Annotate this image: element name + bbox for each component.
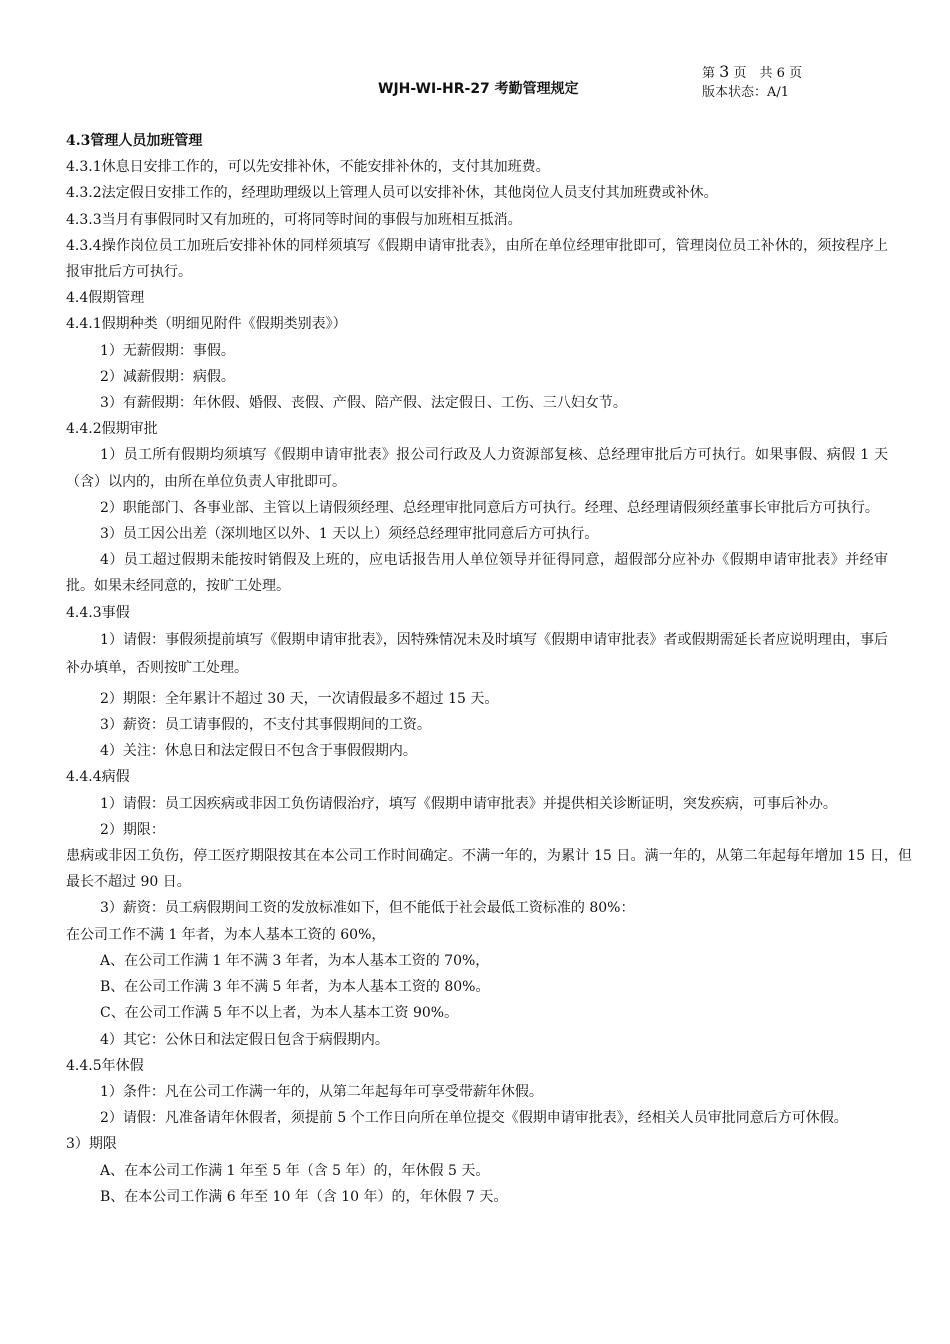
list-item: 2）职能部门、各事业部、主管以上请假须经理、总经理审批同意后方可执行。经理、总经理请假须经董事长审批后方可执行。: [100, 499, 879, 516]
list-item: 1）请假：员工因疾病或非因工负伤请假治疗，填写《假期申请审批表》并提供相关诊断证明，突发疾病，可事后补办。: [100, 795, 837, 812]
list-item: 2）请假：凡准备请年休假者，须提前 5 个工作日向所在单位提交《假期申请审批表》，经相关人员审批同意后方可休假。: [100, 1110, 848, 1127]
list-item: B、在本公司工作满 6 年至 10 年（含 10 年）的，年休假 7 天。: [100, 1188, 508, 1205]
subsection-heading: 4.4.4病假: [66, 769, 130, 786]
subsection-heading: 4.4.1假期种类（明细见附件《假期类别表》）: [66, 316, 347, 333]
list-item: A、在本公司工作满 1 年至 5 年（含 5 年）的，年休假 5 天。: [100, 1162, 490, 1179]
page-number: [702, 62, 802, 83]
section-heading: 4.4假期管理: [66, 290, 145, 307]
page-current: 3: [719, 62, 730, 81]
list-item: 1）条件：凡在公司工作满一年的，从第二年起每年可享受带薪年休假。: [100, 1083, 543, 1100]
list-item: 4）关注：休息日和法定假日不包含于事假假期内。: [100, 743, 417, 760]
list-item: 2）减薪假期：病假。: [100, 368, 235, 385]
subsection-heading: 4.4.2假期审批: [66, 421, 158, 438]
list-item: 1）员工所有假期均须填写《假期申请审批表》报公司行政及人力资源部复核、总经理审批后方可执行。如果事假、病假 1 天（含）以内的，由所在单位负责人审批即可。: [66, 447, 888, 490]
list-item: 1）请假：事假须提前填写《假期申请审批表》，因特殊情况未及时填写《假期申请审批表》者或假期需延长者应说明理由，事后补办填单，否则按旷工处理。: [66, 631, 888, 676]
list-item: C、在公司工作满 5 年不以上者，为本人基本工资 90%。: [100, 1005, 459, 1022]
list-item: 3）薪资：员工病假期间工资的发放标准如下，但不能低于社会最低工资标准的 80%：: [100, 900, 635, 917]
list-item: 3）有薪假期：年休假、婚假、丧假、产假、陪产假、法定假日、工伤、三八妇女节。: [100, 395, 627, 412]
subsection-heading: 4.4.3事假: [66, 604, 130, 621]
subsection-heading: 4.4.5年休假: [66, 1057, 144, 1074]
paragraph: 患病或非因工负伤，停工医疗期限按其在本公司工作时间确定。不满一年的，为累计 15 日。满一年的，从第二年起每年增加 15 日，但最长不超过 90 日。: [66, 848, 912, 891]
document-body: [66, 128, 912, 1210]
page-total: 6: [776, 66, 785, 81]
document-title: WJH-WI-HR-27 考勤管理规定: [378, 81, 579, 97]
list-item: 1）无薪假期：事假。: [100, 342, 235, 359]
page-suffix: 页: [789, 66, 803, 81]
list-item: 2）期限：全年累计不超过 30 天，一次请假最多不超过 15 天。: [100, 690, 499, 707]
paragraph: 4.3.1休息日安排工作的，可以先安排补休，不能安排补休的，支付其加班费。: [66, 159, 550, 176]
version-status: 版本状态：A/1: [702, 85, 790, 100]
section-heading: 4.3管理人员加班管理: [66, 133, 203, 149]
paragraph: 在公司工作不满 1 年者，为本人基本工资的 60%，: [66, 926, 386, 943]
page-prefix: 第: [702, 66, 716, 81]
list-item: 3）期限: [66, 1136, 117, 1153]
paragraph: 4.3.4操作岗位员工加班后安排补休的同样须填写《假期申请审批表》，由所在单位经理审批即可，管理岗位员工补休的，须按程序上报审批后方可执行。: [66, 237, 888, 281]
page-mid: 页 共: [733, 66, 773, 81]
list-item: A、在公司工作满 1 年不满 3 年者，为本人基本工资的 70%，: [100, 952, 490, 969]
list-item: 2）期限：: [100, 821, 165, 838]
list-item: 4）其它：公休日和法定假日包含于病假期内。: [100, 1031, 389, 1048]
list-item: 3）薪资：员工请事假的，不支付其事假期间的工资。: [100, 717, 431, 734]
page-info: [702, 62, 802, 102]
paragraph: 4.3.2法定假日安排工作的，经理助理级以上管理人员可以安排补休，其他岗位人员支付其加班费或补休。: [66, 185, 718, 202]
paragraph: 4.3.3当月有事假同时又有加班的，可将同等时间的事假与加班相互抵消。: [66, 211, 522, 228]
list-item: B、在公司工作满 3 年不满 5 年者，为本人基本工资的 80%。: [100, 979, 490, 996]
list-item: 4）员工超过假期未能按时销假及上班的，应电话报告用人单位领导并征得同意，超假部分应补办《假期申请审批表》并经审批。如果未经同意的，按旷工处理。: [66, 552, 888, 595]
list-item: 3）员工因公出差（深圳地区以外、1 天以上）须经总经理审批同意后方可执行。: [100, 526, 599, 543]
